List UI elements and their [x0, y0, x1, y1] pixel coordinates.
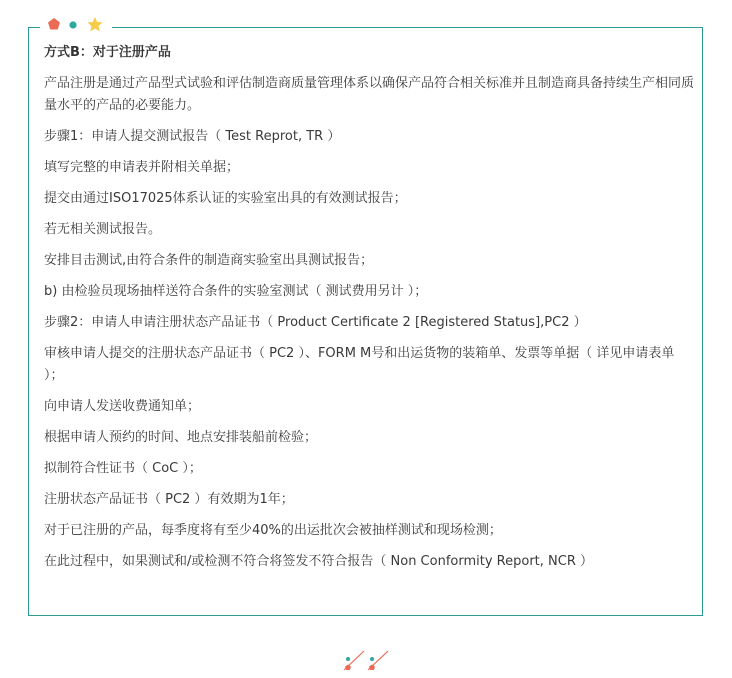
paragraph: 在此过程中，如果测试和/或检测不符合将签发不符合报告（ Non Conformity Report, NCR ）	[44, 554, 594, 569]
paragraph: 提交由通过ISO17025体系认证的实验室出具的有效测试报告；	[44, 191, 407, 206]
footer-decoration	[338, 648, 394, 674]
paragraph: 若无相关测试报告。	[44, 222, 162, 237]
paragraph: 向申请人发送收费通知单；	[44, 399, 201, 414]
footer-decoration-icon	[338, 648, 394, 674]
paragraph: 安排目击测试,由符合条件的制造商实验室出具测试报告；	[44, 253, 374, 268]
paragraph: 对于已注册的产品，每季度将有至少40%的出运批次会被抽样测试和现场检测；	[44, 523, 502, 538]
paragraph: 审核申请人提交的注册状态产品证书（ PC2 ）、FORM M号和出运货物的装箱单、发票等单据（ 详见申请表单 ）；	[44, 346, 675, 383]
paragraph-step1: 步骤1：申请人提交测试报告（ Test Reprot, TR ）	[44, 129, 341, 144]
paragraph: 填写完整的申请表并附相关单据；	[44, 160, 240, 175]
header-decoration	[40, 12, 112, 38]
section-heading: 方式B：对于注册产品	[44, 45, 171, 60]
paragraph-step2: 步骤2：申请人申请注册状态产品证书（ Product Certificate 2 [Registered Status],PC2 ）	[44, 315, 587, 330]
paragraph: 拟制符合性证书（ CoC ）；	[44, 461, 202, 476]
star-icon	[87, 17, 102, 31]
paragraph-intro: 产品注册是通过产品型式试验和评估制造商质量管理体系以确保产品符合相关标准并且制造商具备持续生产相同质量水平的产品的必要能力。	[44, 76, 695, 113]
pentagon-icon	[48, 18, 60, 30]
article-content	[44, 42, 694, 573]
paragraph: 注册状态产品证书（ PC2 ）有效期为1年；	[44, 492, 294, 507]
paragraph: 根据申请人预约的时间、地点安排装船前检验；	[44, 430, 318, 445]
dot-icon	[69, 21, 76, 28]
paragraph: b) 由检验员现场抽样送符合条件的实验室测试（ 测试费用另计 ）；	[44, 284, 428, 299]
